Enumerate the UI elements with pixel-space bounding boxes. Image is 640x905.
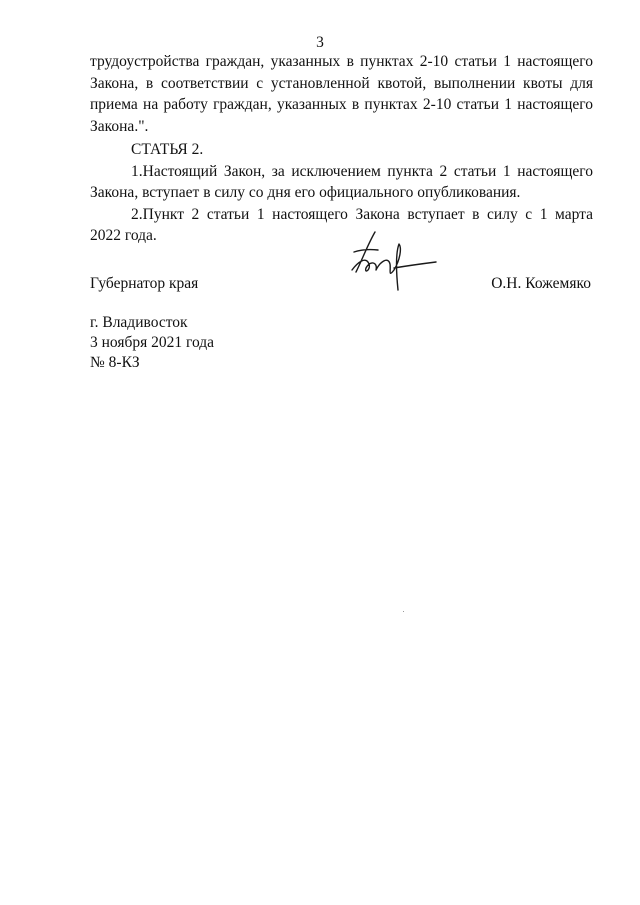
- text-line: Закона.".: [90, 117, 149, 135]
- text-line: приема на работу граждан, указанных в пунктах 2-10 статьи 1 настоящего: [90, 96, 593, 113]
- article-2-paragraph-2-line-2: 2022 года.: [90, 227, 157, 244]
- signatory-position: Губернатор края: [90, 275, 199, 292]
- scan-speck: [403, 611, 404, 612]
- article-heading: СТАТЬЯ 2.: [131, 141, 204, 158]
- article-2-paragraph-1-line-1: 1.Настоящий Закон, за исключением пункта 2 статьи 1 настоящего: [131, 162, 593, 180]
- page-number: 3: [316, 34, 324, 51]
- article-2: [90, 139, 593, 247]
- text-line: трудоустройства граждан, указанных в пунктах 2-10 статьи 1 настоящего: [90, 53, 593, 70]
- article-1-tail: [90, 51, 593, 137]
- city-label: г. Владивосток: [90, 314, 188, 331]
- article-2-paragraph-1-line-2: Закона, вступает в силу со дня его официального опубликования.: [90, 184, 521, 201]
- document-footer: [90, 313, 214, 373]
- text-line: Закона, в соответствии с установленной квотой, выполнении квоты для: [90, 74, 593, 92]
- document-number: № 8-КЗ: [90, 354, 140, 371]
- signatory-name: О.Н. Кожемяко: [491, 275, 591, 292]
- article-2-paragraph-2-line-1: 2.Пункт 2 статьи 1 настоящего Закона вступает в силу с 1 марта: [131, 205, 593, 223]
- document-date: 3 ноября 2021 года: [90, 334, 215, 351]
- handwritten-signature: [344, 226, 444, 296]
